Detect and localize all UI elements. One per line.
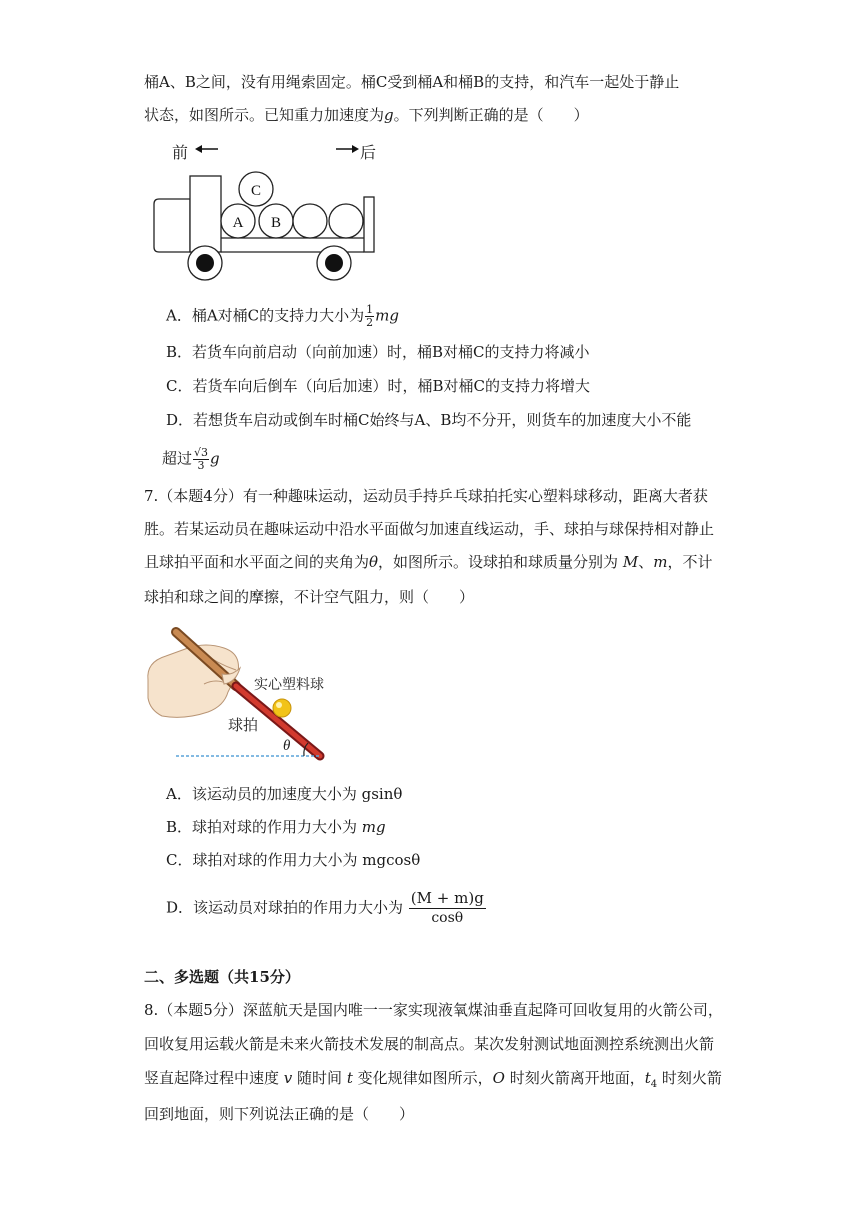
q7-option-a: A．该运动员的加速度大小为 gsinθ (166, 785, 403, 803)
truck-wheels (188, 246, 351, 280)
q6-option-d: D．若想货车启动或倒车时桶C始终与A、B均不分开，则货车的加速度大小不能 (166, 411, 692, 429)
racket-diagram (144, 622, 344, 764)
q7-option-b: B．球拍对球的作用力大小为 mg (166, 818, 386, 836)
q7-line-4: 球拍和球之间的摩擦，不计空气阻力，则（ ） (144, 588, 475, 606)
q6-option-d-cont: 超过 $\frac{√3}{3}$ g (162, 446, 220, 472)
q8-line-3: 竖直起降过程中速度 v 随时间 t 变化规律如图所示，O 时刻火箭离开地面，$t_4$ 时刻火箭 (144, 1069, 722, 1090)
front-arrow-icon (194, 141, 220, 157)
intro-text: 状态，如图所示。已知重力加速度为 (144, 106, 385, 124)
q7-line-3: 且球拍平面和水平面之间的夹角为θ，如图所示。设球拍和球质量分别为 M、m，不计 (144, 553, 713, 571)
gravity-symbol: g (384, 106, 394, 124)
back-label: 后 (360, 143, 377, 162)
truck-tailgate (364, 197, 374, 252)
q7-line-1: 7.（本题4分）有一种趣味运动，运动员手持乒乓球拍托实心塑料球移动，距离大者获 (144, 487, 708, 505)
front-label: 前 (172, 143, 189, 162)
q6-option-b: B．若货车向前启动（向前加速）时，桶B对桶C的支持力将减小 (166, 343, 590, 361)
intro-line-2 (144, 105, 589, 125)
barrel-4 (293, 204, 327, 238)
q6-option-a: A．桶A对桶C的支持力大小为 $\frac{1}{2}$ mg (166, 303, 399, 329)
section-title: 二、多选题（共15分） (144, 968, 300, 986)
q7-option-c: C．球拍对球的作用力大小为 mgcosθ (166, 851, 421, 869)
fraction-force: $\frac{(M + m)g}{\cos\theta}$ (410, 889, 484, 926)
barrel-5 (329, 204, 363, 238)
back-arrow-icon (334, 141, 360, 157)
racket-label: 球拍 (228, 716, 259, 734)
fraction-one-half: $\frac{1}{2}$ (366, 303, 374, 329)
angle-label: θ (283, 738, 291, 754)
truck-cab (154, 176, 221, 252)
q7-option-d: D．该运动员对球拍的作用力大小为 $\frac{(M + m)g}{\cos\theta}$ (166, 889, 484, 926)
barrel-b-label: B (270, 215, 282, 231)
q8-line-1: 8.（本题5分）深蓝航天是国内唯一一家实现液氧煤油垂直起降可回收复用的火箭公司， (144, 1001, 723, 1019)
q8-line-2: 回收复用运载火箭是未来火箭技术发展的制高点。某次发射测试地面测控系统测出火箭 (144, 1035, 715, 1053)
intro-text: 。下列判断正确的是（ ） (393, 106, 589, 124)
q6-option-c: C．若货车向后倒车（向后加速）时，桶B对桶C的支持力将增大 (166, 377, 590, 395)
barrel-a-label: A (232, 215, 244, 231)
q8-line-4: 回到地面，则下列说法正确的是（ ） (144, 1105, 415, 1123)
ball-label: 实心塑料球 (254, 677, 324, 693)
truck-diagram (150, 168, 382, 284)
q7-line-2: 胜。若某运动员在趣味运动中沿水平面做匀加速直线运动，手、球拍与球保持相对静止 (144, 520, 715, 538)
barrel-c-label: C (250, 183, 262, 199)
fraction-sqrt3-over-3: $\frac{√3}{3}$ (194, 446, 209, 472)
intro-line-1: 桶A、B之间，没有用绳索固定。桶C受到桶A和桶B的支持，和汽车一起处于静止 (144, 73, 680, 91)
ball-icon (273, 699, 291, 717)
